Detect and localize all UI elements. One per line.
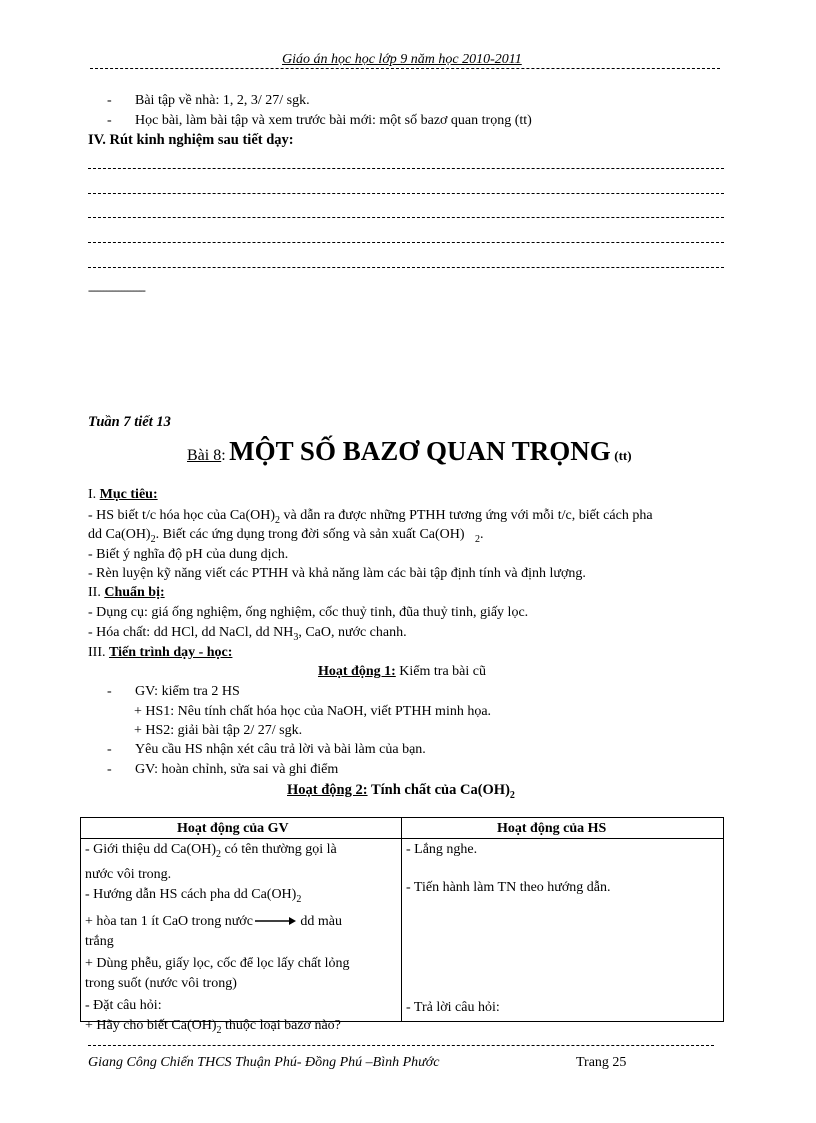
objective-line: - Biết ý nghĩa độ pH của dung dịch. xyxy=(88,547,289,562)
activity1-heading: Hoạt động 1: Kiểm tra bài cũ xyxy=(318,664,486,679)
lesson-title-text: MỘT SỐ BAZƠ QUAN TRỌNG xyxy=(229,436,611,466)
homework-text: Học bài, làm bài tập và xem trước bài mới: một số bazơ quan trọng (tt) xyxy=(135,113,532,128)
section-number: I. xyxy=(88,487,100,502)
note-line xyxy=(88,267,724,268)
section-title: Mục tiêu: xyxy=(99,487,158,502)
table-header-gv: Hoạt động của GV xyxy=(177,821,289,836)
header-title: Giáo án học học lớp 9 năm học 2010-2011 xyxy=(278,52,526,68)
objectives-heading xyxy=(88,487,158,503)
activity1-item: + HS2: giải bài tập 2/ 27/ sgk. xyxy=(134,723,303,738)
activity1-item: - Yêu cầu HS nhận xét câu trả lời và bài làm của bạn. xyxy=(107,742,426,757)
section-title: Chuẩn bị: xyxy=(104,585,165,600)
section-title: Tiến trình dạy - học: xyxy=(109,645,233,660)
preparation-chemicals: - Hóa chất: dd HCl, dd NaCl, dd $NH_3$, CaO, nước chanh. xyxy=(88,625,407,643)
activity1-item: - GV: kiểm tra 2 HS xyxy=(107,684,240,699)
week-label: Tuần 7 tiết 13 xyxy=(88,414,171,430)
hs-cell-2: - Tiến hành làm TN theo hướng dẫn. xyxy=(406,880,611,895)
objective-line: - HS biết t/c hóa học của $Ca(OH)_2$ và dẫn ra được những PTHH tương ứng với mỗi t/c, biết cách pha xyxy=(88,508,653,526)
lesson-title xyxy=(187,436,632,467)
arrow-right-icon xyxy=(253,916,297,926)
objective-line: - Rèn luyện kỹ năng viết các PTHH và khả năng làm các bài tập định tính và định lượng. xyxy=(88,566,586,581)
preparation-heading xyxy=(88,585,165,601)
table-divider xyxy=(401,818,402,1021)
homework-text: Bài tập về nhà: 1, 2, 3/ 27/ sgk. xyxy=(135,93,310,108)
homework-item: - Bài tập về nhà: 1, 2, 3/ 27/ sgk. xyxy=(107,93,310,108)
page-header xyxy=(90,52,720,74)
table-header-hs: Hoạt động của HS xyxy=(497,821,607,836)
note-line xyxy=(88,193,724,194)
lesson-title-suffix: (tt) xyxy=(614,448,632,463)
objective-line: dd $Ca(OH)_2$. Biết các ứng dụng trong đời sống và sản xuất Ca(OH) $_2$. xyxy=(88,527,484,545)
hs-cell-1: - Lắng nghe. xyxy=(406,842,478,857)
activity2-heading: Hoạt động 2: Tính chất của $Ca(OH)_2$ xyxy=(287,782,515,801)
section-number: II. xyxy=(88,585,105,600)
process-heading xyxy=(88,645,232,661)
note-line xyxy=(88,168,724,169)
activity1-item: + HS1: Nêu tính chất hóa học của NaOH, viết PTHH minh họa. xyxy=(134,704,492,719)
gv-cell: - Giới thiệu dd $Ca(OH)_2$ có tên thường gọi là nước vôi trong. - Hướng dẫn HS cách pha dd $Ca(OH)_2$ + hòa tan 1 ít CaO trong nước dd màu trắng + Dùng phễu, giấy lọc, cốc để lọc lấy chất lỏng trong suốt (nước vôi trong) - Đặt câu hỏi: + Hãy cho biết $Ca(OH)_2$ thuộc loại bazơ nào? xyxy=(85,842,350,1036)
note-line-short: ------------------- xyxy=(88,283,145,297)
lesson-colon: : xyxy=(221,447,226,464)
note-line xyxy=(88,242,724,243)
page-number: Trang 25 xyxy=(576,1055,627,1070)
header-rule xyxy=(90,68,720,69)
activity-table xyxy=(80,817,724,1036)
preparation-tools: - Dụng cụ: giá ống nghiệm, ống nghiệm, cốc thuỷ tinh, đũa thuỷ tinh, giấy lọc. xyxy=(88,605,529,620)
footer-rule xyxy=(88,1045,714,1046)
hs-cell-3: - Trả lời câu hỏi: xyxy=(406,1000,500,1015)
footer-author: Giang Công Chiến THCS Thuận Phú- Đồng Phú –Bình Phước xyxy=(88,1055,440,1070)
note-line xyxy=(88,217,724,218)
lesson-number: Bài 8 xyxy=(187,447,222,464)
activity1-item: - GV: hoàn chỉnh, sửa sai và ghi điểm xyxy=(107,762,339,777)
section-number: III. xyxy=(88,645,109,660)
review-heading: IV. Rút kinh nghiệm sau tiết dạy: xyxy=(88,132,294,148)
homework-item: - Học bài, làm bài tập và xem trước bài mới: một số bazơ quan trọng (tt) xyxy=(107,113,532,128)
